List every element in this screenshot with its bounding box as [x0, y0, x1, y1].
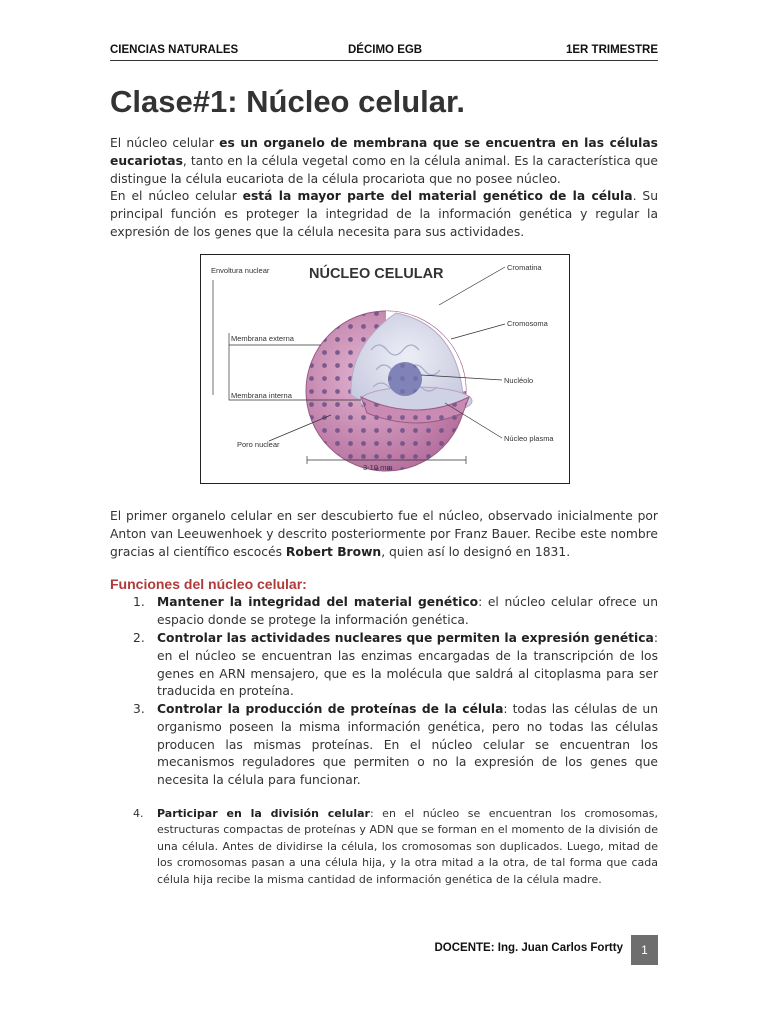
intro-paragraph-1 [110, 135, 658, 188]
function-body: : en el núcleo se encuentran los cromosomas, estructuras compactas de proteínas y ADN que se forman en el momento de la división de una célula. Antes de dividirse la célula, los cromosomas son duplicados. Luego, mitad de los cromosomas pasan a una célula hija, y la otra mitad a la otra, de tal forma que cada célula hija recibe la misma cantidad de información genética de la célula madre. [157, 807, 658, 886]
function-number: 4. [133, 807, 144, 820]
intro-paragraph-2 [110, 188, 658, 241]
label-membrana-interna: Membrana interna [231, 391, 292, 400]
header-grade: DÉCIMO EGB [348, 44, 423, 56]
intro-p1-text: El núcleo celular [110, 136, 220, 150]
intro-p1-text-end: , tanto en la célula vegetal como en la célula animal. Es la característica que distingue la célula eucariota de la célula procariota que no posee núcleo. [110, 153, 658, 186]
label-poro: Poro nuclear [237, 440, 280, 449]
function-body: : todas las células de un organismo poseen la misma información genética, pero no todas las células producen las mismas proteínas. En el núcleo celular se encuentran los mecanismos reguladores que permiten o no la expresión de los genes que necesita la célula para funcionar. [157, 702, 658, 788]
function-number: 1. [133, 595, 145, 609]
intro-p1-bold: es un organelo de membrana que se encuentra en las células eucariotas [110, 136, 659, 168]
function-bold: Participar en la división celular [157, 807, 370, 820]
function-text [157, 701, 658, 790]
function-number: 3. [133, 702, 145, 716]
function-text [157, 630, 658, 701]
nucleus-diagram-svg [201, 255, 569, 483]
function-text [157, 594, 658, 630]
functions-heading: Funciones del núcleo celular: [110, 576, 307, 592]
history-text: El primer organelo celular en ser descubierto fue el núcleo, observado inicialmente por Anton van Leeuwenhoek y descrito posteriormente por Franz Bauer. Recibe este nombre gracias al científico escocés [110, 509, 658, 559]
function-bold: Controlar la producción de proteínas de la célula [157, 702, 504, 716]
header-subject: CIENCIAS NATURALES [110, 44, 239, 56]
function-body: : en el núcleo se encuentran las enzimas encargadas de la transcripción de los genes en ARN mensajero, que es la molécula que saldrá al citoplasma para ser traducida en proteína. [157, 631, 658, 699]
label-envoltura: Envoltura nuclear [211, 266, 270, 275]
diagram-title: NÚCLEO CELULAR [309, 266, 444, 282]
function-number: 2. [133, 631, 145, 645]
label-cromosoma: Cromosoma [507, 319, 548, 328]
function-text [157, 806, 658, 888]
page-header [110, 44, 658, 61]
function-bold: Controlar las actividades nucleares que permiten la expresión genética [157, 631, 654, 645]
history-paragraph [110, 508, 658, 561]
function-bold: Mantener la integridad del material genético [157, 595, 479, 609]
label-cromatina: Cromatina [507, 263, 542, 272]
intro-p2-text-end: . Su principal función es proteger la integridad de la información genética y regular la expresión de los genes que la célula necesita para sus actividades. [110, 189, 658, 239]
page-number-badge: 1 [631, 935, 658, 965]
nucleus-sphere [306, 311, 472, 471]
header-term: 1ER TRIMESTRE [565, 44, 658, 56]
label-nucleoplasma: Núcleo plasma [504, 434, 554, 443]
footer-teacher: DOCENTE: Ing. Juan Carlos Fortty [434, 942, 623, 954]
intro-p2-bold: está la mayor parte del material genético de la célula [242, 189, 633, 203]
intro-p2-text: En el núcleo celular [110, 189, 243, 203]
history-text-end: , quien así lo designó en 1831. [381, 544, 571, 559]
label-scale: 3-10 mm [363, 463, 393, 472]
function-body: : el núcleo celular ofrece un espacio donde se protege la información genética. [157, 595, 658, 627]
label-nucleolo: Nucléolo [504, 376, 534, 385]
label-membrana-externa: Membrana externa [231, 334, 294, 343]
history-bold-name: Robert Brown [285, 544, 382, 559]
nucleus-diagram [200, 254, 570, 484]
page-title: Clase#1: Núcleo celular. [110, 84, 465, 119]
